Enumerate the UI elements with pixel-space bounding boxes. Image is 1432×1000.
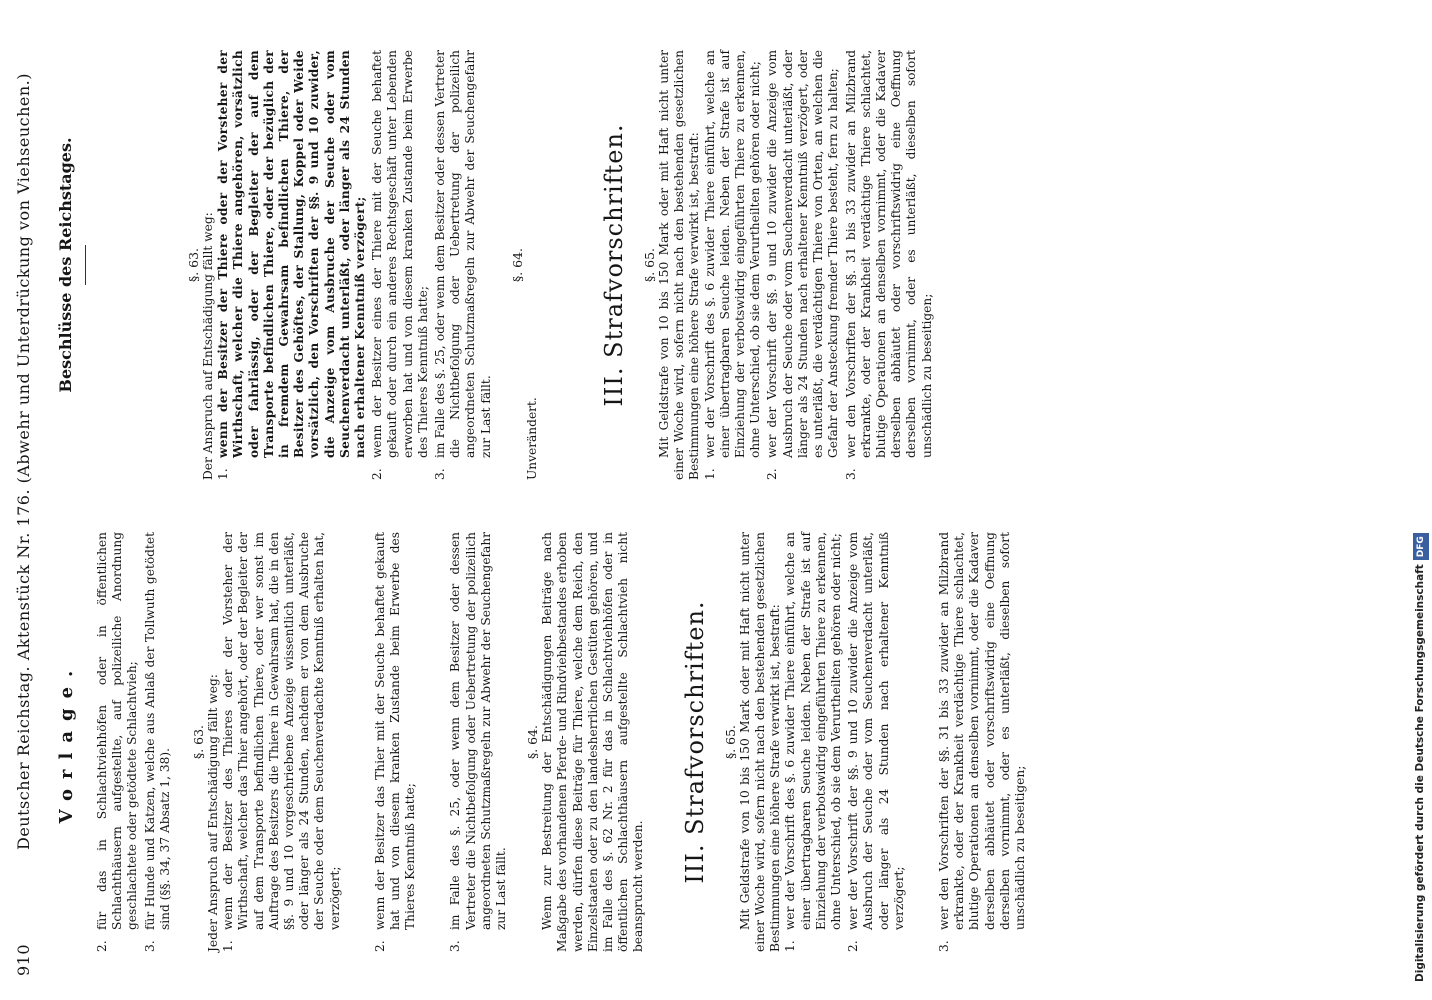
dfg-logo: DFG bbox=[1413, 533, 1429, 560]
section-III-heading: III. Strafvorschriften. bbox=[600, 123, 629, 407]
list-item: 3. für Hunde und Katzen, welche aus Anlaß der Tollwuth getödtet sind (§§. 34, 37 Absatz 1, 38). bbox=[142, 532, 172, 952]
paragraph-63-heading: §. 63. bbox=[191, 724, 207, 760]
list-item: 1. wer der Vorschrift des §. 6 zuwider Thiere einführt, welche an einer übertragbaren Seuche leiden. Neben der Strafe ist auf Einziehung der verbotswidrig eingeführten Thiere zu erkennen, ohne Unterschied, ob sie dem Verurtheilten gehören oder nicht; bbox=[783, 532, 843, 952]
list-item: 2. wenn der Besitzer das Thier mit der Seuche behaftet gekauft hat und von diesem kranken Zustande beim Erwerbe des Thieres Kenntniß hatte; bbox=[372, 532, 418, 952]
paragraph-64-heading: §. 64. bbox=[509, 247, 525, 283]
paragraph-64-heading: §. 64. bbox=[525, 724, 541, 760]
list-item: 3. im Falle des §. 25, oder wenn dem Besitzer oder dessen Vertreter die Nichtbefolgung oder Uebertretung der polizeilich angeordneten Schutzmaßregeln zur Abwehr der Seuchengefahr zur Last fällt. bbox=[433, 50, 493, 480]
paragraph-63-items bbox=[221, 532, 509, 952]
paragraph-63-lead: Der Anspruch auf Entschädigung fällt weg: bbox=[201, 212, 215, 480]
paragraph-63-lead: Jeder Anspruch auf Entschädigung fällt weg: bbox=[206, 674, 221, 952]
list-item: 1. wer der Vorschrift des §. 6 zuwider Thiere einführt, welche an einer übertragbaren Seuche leiden. Neben der Strafe ist auf Einziehung der verbotswidrig eingeführten Thiere zu erkennen, ohne Unterschied, ob sie dem Verurtheilten gehören oder nicht; bbox=[702, 50, 763, 480]
digitization-strip bbox=[1412, 18, 1428, 982]
list-item: 3. im Falle des §. 25, oder wenn dem Besitzer oder dessen Vertreter die Nichtbefolgung oder Uebertretung der polizeilich angeordneten Schutzmaßregeln zur Abwehr der Seuchengefahr zur Last fällt. bbox=[448, 532, 509, 952]
list-item: 3. wer den Vorschriften der §§. 31 bis 33 zuwider an Milzbrand erkrankte, oder der Krankheit verdächtige Thiere schlachtet, blutige Operationen an denselben vornimmt, oder die Kadaver derselben abhäutet oder vorschriftswidrig eine Oeffnung derselben vornimmt, oder es unterläßt, dieselben sofort unschädlich zu beseitigen; bbox=[843, 50, 934, 480]
left-column bbox=[56, 532, 1030, 952]
intro-items bbox=[95, 532, 173, 952]
paragraph-65-items bbox=[783, 532, 1028, 952]
list-item: 2. wenn der Besitzer eines der Thiere mit der Seuche behaftet gekauft oder durch ein anderes Rechtsgeschäft unter Lebenden erworben hat und von diesem kranken Zustande beim Erwerbe des Thieres Kenntniß hatte; bbox=[370, 50, 430, 480]
page-number: 910 bbox=[14, 943, 33, 976]
paragraph-65-items bbox=[703, 50, 935, 480]
paragraph-64-text: Unverändert. bbox=[524, 397, 539, 480]
beschluesse-title: Beschlüsse des Reichstages. bbox=[56, 137, 75, 393]
section-III-heading: III. Strafvorschriften. bbox=[680, 600, 709, 884]
paragraph-65-heading: §. 65. bbox=[642, 247, 658, 283]
list-item: 3. wer den Vorschriften der §§. 31 bis 33 zuwider an Milzbrand erkrankte, oder der Krankheit verdächtige Thiere schlachtet, blutige Operationen an denselben vornimmt, oder die Kadaver derselben abhäutet oder vorschriftswidrig eine Oeffnung derselben vornimmt, oder es unterläßt, dieselben sofort unschädlich zu beseitigen; bbox=[936, 532, 1027, 952]
paragraph-65-lead: Mit Geldstrafe von 10 bis 150 Mark oder mit Haft nicht unter einer Woche wird, sofern nicht nach den bestehenden gesetzlichen Bestimmungen eine höhere Strafe verwirkt ist, bestraft: bbox=[737, 532, 783, 952]
paragraph-64-text: Wenn zur Bestreitung der Entschädigungen Beiträge nach Maßgabe des vorhandenen Pferde- und Rindviehbestandes erhoben werden, dürfen diese Beiträge für Thiere, welche dem Reich, den Einzelstaaten oder zu den landesherrlichen Gestüten gehören, und im Falle des §. 62 Nr. 2 für das in Schlachtviehhöfen oder in öffentlichen Schlachthäusern aufgestellte Schlachtvieh nicht beansprucht werden. bbox=[540, 531, 646, 952]
list-item: 2. wer der Vorschrift der §§. 9 und 10 zuwider die Anzeige vom Ausbruch der Seuche oder vom Seuchenverdacht unterläßt, oder länger als 24 Stunden nach erhaltener Kenntniß verzögert, oder es unterläßt, die verdächtigen Thiere von Orten, an welchen die Gefahr der Ansteckung fremder Thiere besteht, fern zu halten; bbox=[765, 50, 841, 480]
list-item: 2. für das in Schlachtviehhöfen oder in öffentlichen Schlachthäusern aufgestellte, auf polizeiliche Anordnung geschlachtete oder getödtete Schlachtvieh; bbox=[95, 532, 140, 952]
paragraph-65-heading: §. 65. bbox=[722, 724, 738, 760]
right-column bbox=[56, 50, 937, 480]
paragraph-63-heading: §. 63. bbox=[186, 247, 201, 283]
paragraph-65-lead: Mit Geldstrafe von 10 bis 150 Mark oder mit Haft nicht unter einer Woche wird, sofern nicht nach den bestehenden gesetzlichen Bestimmungen eine höhere Strafe verwirkt ist, bestraft: bbox=[657, 50, 702, 480]
paragraph-63-items bbox=[216, 50, 494, 480]
running-head: Deutscher Reichstag. Aktenstück Nr. 176. (Abwehr und Unterdrückung von Viehseuchen.) bbox=[14, 73, 33, 850]
title-rule bbox=[85, 245, 86, 285]
list-item: 1. wenn der Besitzer der Thiere oder der Vorsteher der Wirthschaft, welcher die Thiere angehören, vorsätzlich oder fahrlässig, oder der Begleiter der auf dem Transporte befindlichen Thiere, oder der bezüglich der in fremdem Gewahrsam befindlichen Thiere, der Besitzer des Gehöftes, der Stallung, Koppel oder Weide vorsätzlich, den Vorschriften der §§. 9 und 10 zuwider, die Anzeige vom Ausbruche der Seuche oder vom Seuchenverdacht unterläßt, oder länger als 24 Stunden nach erhaltener Kenntniß verzögert; bbox=[216, 50, 368, 480]
list-item: 2. wer der Vorschrift der §§. 9 und 10 zuwider die Anzeige vom Ausbruch der Seuche oder vom Seuchenverdacht unterläßt, oder länger als 24 Stunden nach erhaltener Kenntniß verzögert; bbox=[846, 532, 906, 952]
digitization-note: Digitalisierung gefördert durch die Deutsche ForschungsgemeinschaftDFG bbox=[1412, 18, 1428, 982]
vorlage-title: Vorlage. bbox=[56, 660, 77, 824]
list-item: 1. wenn der Besitzer des Thieres oder der Vorsteher der Wirthschaft, welcher das Thier angehört, oder der Begleiter der auf dem Transporte befindlichen Thiere, oder wer sonst im Auftrage des Besitzers die Thiere in Gewahrsam hat, die in den §§. 9 und 10 vorgeschriebene Anzeige wissentlich unterläßt, oder länger als 24 Stunden, nachdem er von dem Ausbruche der Seuche oder dem Seuchenverdachte Kenntniß erhalten hat, verzögert; bbox=[221, 532, 342, 952]
